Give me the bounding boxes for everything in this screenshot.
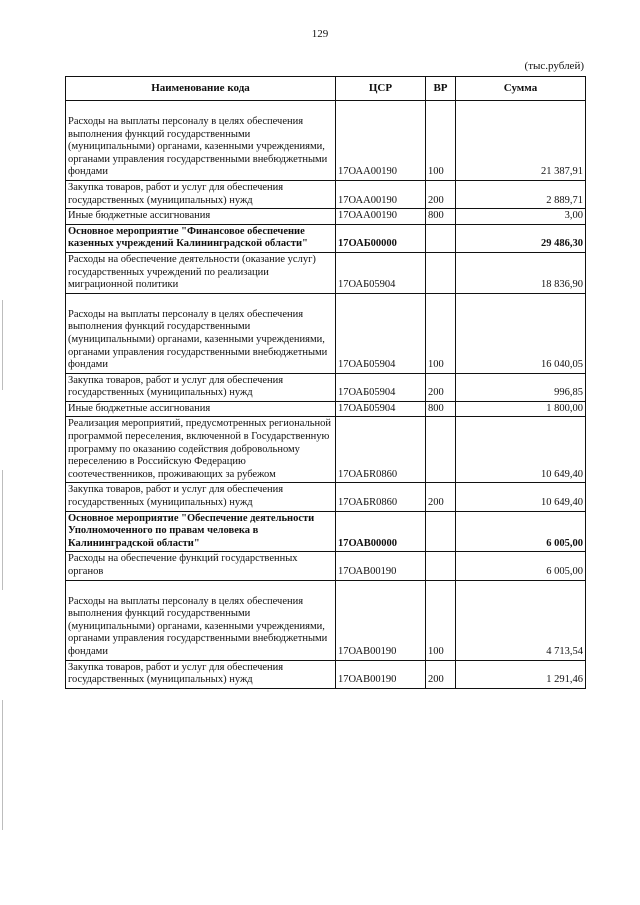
table-spacer-row — [66, 101, 586, 116]
units-label: (тыс.рублей) — [524, 60, 584, 72]
table-header-row — [66, 77, 586, 101]
cell-vr — [426, 417, 456, 483]
page-number: 129 — [311, 28, 329, 40]
cell-sum: 1 800,00 — [456, 401, 586, 417]
table-row — [66, 209, 586, 225]
table-row — [66, 180, 586, 208]
cell-vr: 100 — [426, 115, 456, 180]
cell-csr: 17ОАБ05904 — [336, 373, 426, 401]
spacer-cell — [336, 101, 426, 116]
scan-edge-line — [2, 700, 3, 830]
cell-sum: 1 291,46 — [456, 660, 586, 688]
cell-name: Закупка товаров, работ и услуг для обеспечения государственных (муниципальных) нужд — [66, 373, 336, 401]
header-name: Наименование кода — [66, 77, 336, 101]
spacer-cell — [66, 293, 336, 308]
cell-name: Основное мероприятие "Обеспечение деятельности Уполномоченного по правам человека в Калининградской области" — [66, 511, 336, 552]
table-row — [66, 224, 586, 252]
cell-sum: 996,85 — [456, 373, 586, 401]
cell-sum: 18 836,90 — [456, 252, 586, 293]
cell-csr: 17ОАА00190 — [336, 209, 426, 225]
cell-csr: 17ОАБ05904 — [336, 252, 426, 293]
cell-sum: 6 005,00 — [456, 511, 586, 552]
spacer-cell — [456, 293, 586, 308]
cell-vr: 100 — [426, 595, 456, 660]
cell-csr: 17ОАВ00190 — [336, 660, 426, 688]
cell-sum: 6 005,00 — [456, 552, 586, 580]
header-vr: ВР — [426, 77, 456, 101]
cell-vr — [426, 252, 456, 293]
cell-sum: 10 649,40 — [456, 483, 586, 511]
header-csr: ЦСР — [336, 77, 426, 101]
table-row — [66, 308, 586, 373]
spacer-cell — [426, 293, 456, 308]
table-row — [66, 660, 586, 688]
cell-name: Иные бюджетные ассигнования — [66, 209, 336, 225]
cell-sum: 4 713,54 — [456, 595, 586, 660]
table-row — [66, 511, 586, 552]
cell-name: Закупка товаров, работ и услуг для обеспечения государственных (муниципальных) нужд — [66, 483, 336, 511]
spacer-cell — [336, 293, 426, 308]
cell-name: Расходы на обеспечение функций государственных органов — [66, 552, 336, 580]
cell-name: Расходы на выплаты персоналу в целях обеспечения выполнения функций государственными (муниципальными) органами, казенными учреждениями, органами управления государственными внебюджетными фондами — [66, 115, 336, 180]
budget-table — [65, 76, 586, 689]
cell-sum: 3,00 — [456, 209, 586, 225]
cell-csr: 17ОАВ00190 — [336, 552, 426, 580]
cell-vr — [426, 552, 456, 580]
cell-name: Расходы на выплаты персоналу в целях обеспечения выполнения функций государственными (муниципальными) органами, казенными учреждениями, органами управления государственными внебюджетными фондами — [66, 595, 336, 660]
cell-vr: 200 — [426, 373, 456, 401]
cell-sum: 16 040,05 — [456, 308, 586, 373]
cell-csr: 17ОАБ05904 — [336, 308, 426, 373]
table-row — [66, 401, 586, 417]
spacer-cell — [66, 101, 336, 116]
cell-vr — [426, 511, 456, 552]
table-row — [66, 252, 586, 293]
table-row — [66, 115, 586, 180]
spacer-cell — [456, 101, 586, 116]
header-sum: Сумма — [456, 77, 586, 101]
table-spacer-row — [66, 293, 586, 308]
spacer-cell — [426, 101, 456, 116]
table-row — [66, 595, 586, 660]
cell-csr: 17ОАБR0860 — [336, 417, 426, 483]
cell-name: Закупка товаров, работ и услуг для обеспечения государственных (муниципальных) нужд — [66, 180, 336, 208]
cell-csr: 17ОАВ00190 — [336, 595, 426, 660]
cell-vr: 800 — [426, 209, 456, 225]
spacer-cell — [456, 580, 586, 595]
cell-name: Закупка товаров, работ и услуг для обеспечения государственных (муниципальных) нужд — [66, 660, 336, 688]
cell-csr: 17ОАВ00000 — [336, 511, 426, 552]
cell-sum: 29 486,30 — [456, 224, 586, 252]
cell-vr: 100 — [426, 308, 456, 373]
table-spacer-row — [66, 580, 586, 595]
cell-name: Реализация мероприятий, предусмотренных региональной программой переселения, включенной в Государственную программу по оказанию содействия добровольному переселению в Российскую Федерацию соотечественников, проживающих за рубежом — [66, 417, 336, 483]
cell-csr: 17ОАБ00000 — [336, 224, 426, 252]
table-row — [66, 483, 586, 511]
cell-name: Основное мероприятие "Финансовое обеспечение казенных учреждений Калининградской области" — [66, 224, 336, 252]
cell-name: Расходы на обеспечение деятельности (оказание услуг) государственных учреждений по реализации миграционной политики — [66, 252, 336, 293]
cell-name: Расходы на выплаты персоналу в целях обеспечения выполнения функций государственными (муниципальными) органами, казенными учреждениями, органами управления государственными внебюджетными фондами — [66, 308, 336, 373]
cell-csr: 17ОАА00190 — [336, 115, 426, 180]
scan-edge-line — [2, 300, 3, 390]
cell-vr — [426, 224, 456, 252]
table-row — [66, 417, 586, 483]
cell-sum: 2 889,71 — [456, 180, 586, 208]
spacer-cell — [336, 580, 426, 595]
cell-vr: 800 — [426, 401, 456, 417]
cell-name: Иные бюджетные ассигнования — [66, 401, 336, 417]
cell-csr: 17ОАБR0860 — [336, 483, 426, 511]
cell-vr: 200 — [426, 483, 456, 511]
cell-sum: 21 387,91 — [456, 115, 586, 180]
cell-csr: 17ОАА00190 — [336, 180, 426, 208]
spacer-cell — [426, 580, 456, 595]
cell-vr: 200 — [426, 180, 456, 208]
cell-vr: 200 — [426, 660, 456, 688]
table-body — [66, 101, 586, 689]
cell-sum: 10 649,40 — [456, 417, 586, 483]
table-row — [66, 552, 586, 580]
cell-csr: 17ОАБ05904 — [336, 401, 426, 417]
spacer-cell — [66, 580, 336, 595]
scan-edge-line — [2, 470, 3, 590]
table-row — [66, 373, 586, 401]
